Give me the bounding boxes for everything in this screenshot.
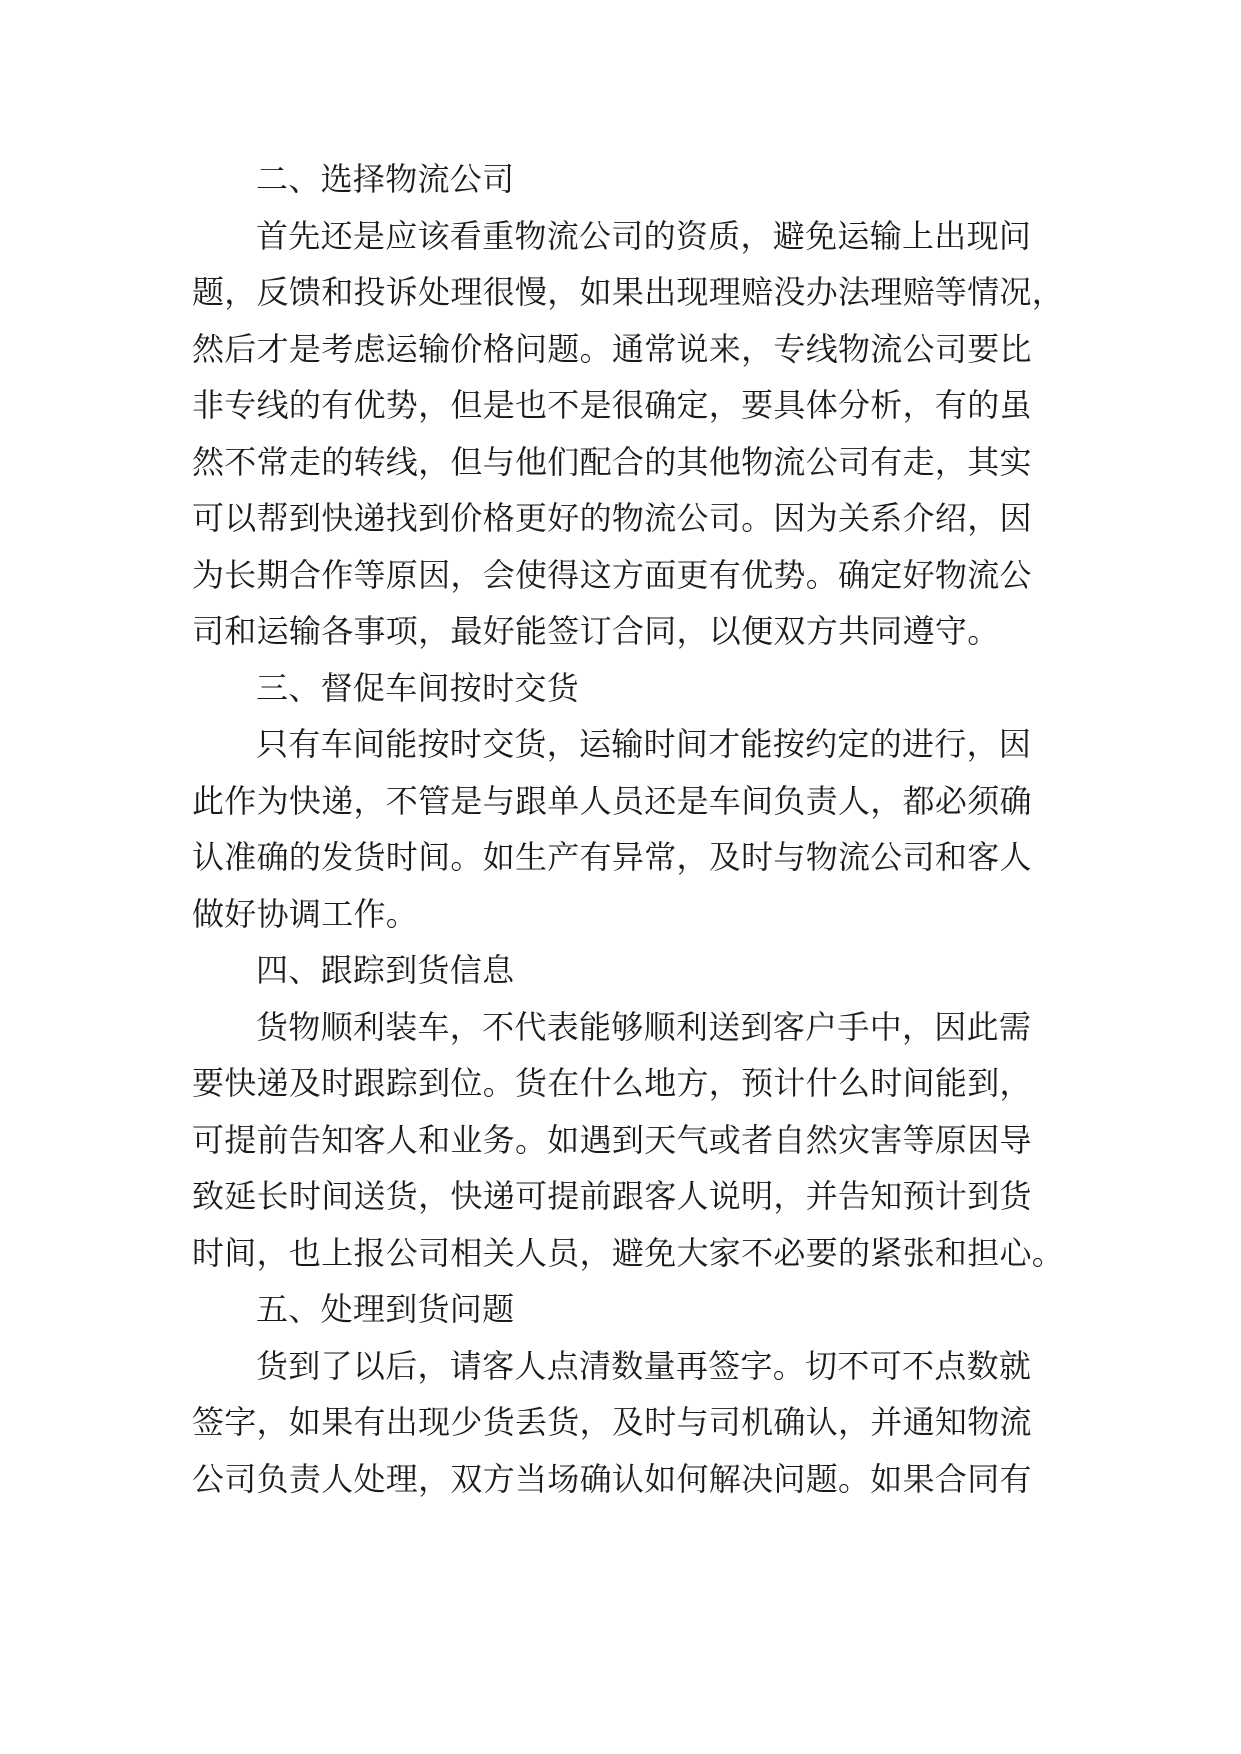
paragraph-line: 然后才是考虑运输价格问题。通常说来，专线物流公司要比	[192, 329, 1032, 368]
section-heading: 五、处理到货问题	[256, 1290, 515, 1328]
paragraph-line: 货到了以后，请客人点清数量再签字。切不可不点数就	[256, 1346, 1032, 1385]
paragraph-line: 非专线的有优势，但是也不是很确定，要具体分析，有的虽	[192, 386, 1032, 424]
paragraph-line: 做好协调工作。	[192, 894, 419, 933]
section-heading: 二、选择物流公司	[256, 160, 515, 198]
paragraph-line: 时间，也上报公司相关人员，避免大家不必要的紧张和担心。	[192, 1233, 1065, 1272]
paragraph-line: 为长期合作等原因，会使得这方面更有优势。确定好物流公	[192, 555, 1032, 594]
section-heading: 四、跟踪到货信息	[256, 951, 515, 989]
paragraph-line: 要快递及时跟踪到位。货在什么地方，预计什么时间能到，	[192, 1064, 1032, 1102]
paragraph-line: 此作为快递，不管是与跟单人员还是车间负责人，都必须确	[192, 781, 1032, 820]
paragraph-line: 公司负责人处理，双方当场确认如何解决问题。如果合同有	[192, 1459, 1032, 1498]
paragraph-line: 只有车间能按时交货，运输时间才能按约定的进行，因	[256, 725, 1032, 763]
section-heading: 三、督促车间按时交货	[256, 668, 580, 707]
paragraph-line: 签字，如果有出现少货丢货，及时与司机确认，并通知物流	[192, 1403, 1032, 1441]
paragraph-line: 认准确的发货时间。如生产有异常，及时与物流公司和客人	[192, 838, 1032, 876]
document-body	[192, 151, 1065, 1507]
paragraph-line: 致延长时间送货，快递可提前跟客人说明，并告知预计到货	[192, 1177, 1032, 1215]
paragraph-line: 题，反馈和投诉处理很慢，如果出现理赔没办法理赔等情况，	[192, 273, 1065, 311]
paragraph-line: 货物顺利装车，不代表能够顺利送到客户手中，因此需	[256, 1007, 1032, 1046]
paragraph-line: 司和运输各事项，最好能签订合同，以便双方共同遵守。	[192, 612, 1000, 650]
paragraph-line: 可以帮到快递找到价格更好的物流公司。因为关系介绍，因	[192, 499, 1032, 537]
paragraph-line: 首先还是应该看重物流公司的资质，避免运输上出现问	[256, 216, 1032, 255]
paragraph-line: 然不常走的转线，但与他们配合的其他物流公司有走，其实	[192, 442, 1032, 481]
paragraph-line: 可提前告知客人和业务。如遇到天气或者自然灾害等原因导	[192, 1120, 1032, 1159]
